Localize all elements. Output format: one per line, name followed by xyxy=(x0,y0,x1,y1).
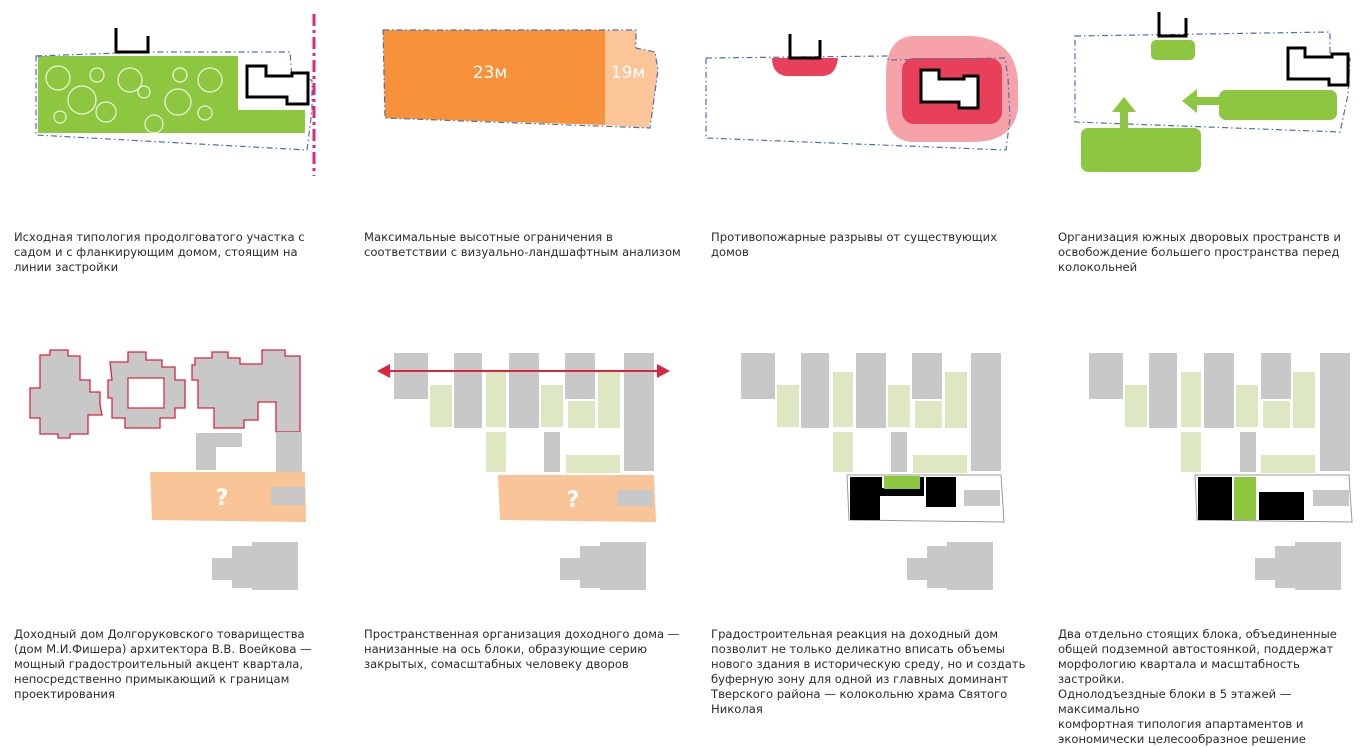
site-question-mark: ? xyxy=(566,488,580,513)
new-building-black xyxy=(1259,492,1304,520)
height-label-23m: 23м xyxy=(472,63,508,83)
courtyard-light xyxy=(1261,455,1315,473)
building-gray xyxy=(1149,353,1177,428)
caption: Исходная типология продолговатого участка с садом и с фланкирующим домом, стоящим на линии застройки xyxy=(14,230,305,274)
caption: Максимальные высотные ограничения в соответствии с визуально-ландшафтным анализом xyxy=(364,230,681,259)
courtyard-light xyxy=(1181,432,1201,472)
caption: Два отдельно стоящих блока, объединенные общей подземной автостоянкой, поддержат морфологию квартала и масштабность застройки. Однолодъездные блоки в 5 этажей — максимально комфортная типология апартаментов и экономически целесообразное решение xyxy=(1058,627,1337,746)
courtyard-light xyxy=(1125,385,1147,427)
site-question-mark: ? xyxy=(215,486,229,511)
height-label-19m: 19м xyxy=(610,63,646,83)
new-building-green xyxy=(1234,477,1256,520)
building-gray xyxy=(1089,353,1123,399)
new-building-black xyxy=(1198,477,1232,520)
building-gray xyxy=(1313,490,1349,506)
caption: Противопожарные разрывы от существующих домов xyxy=(711,230,998,259)
courtyard-light xyxy=(1181,372,1201,427)
church-building xyxy=(1255,542,1341,590)
caption: Доходный дом Долгоруковского товарищества (дом М.И.Фишера) архитектора В.В. Воейкова — мощный градостроительный акцент квартала, непосредственно примыкающий к границам проектирования xyxy=(14,627,312,701)
building-gray xyxy=(1204,353,1234,428)
caption: Пространственная организация доходного дома — нанизанные на ось блоки, образующие серию закрытых, сомасштабных человеку дворов xyxy=(364,627,680,671)
courtyard-light xyxy=(1263,401,1290,428)
courtyard-light xyxy=(1293,372,1315,428)
building-gray xyxy=(1240,432,1256,472)
building-gray xyxy=(1320,353,1350,471)
building-gray xyxy=(1261,353,1291,399)
caption: Организация южных дворовых пространств и освобождение большего пространства перед колокольней xyxy=(1058,230,1341,274)
caption: Градостроительная реакция на доходный дом позволит не только деликатно вписать объемы нового здания в историческую среду, но и создать буферную зону для одной из главных доминант Тверского района — колокольню храма Святого Николая xyxy=(711,627,1026,716)
courtyard-light xyxy=(1236,385,1258,427)
